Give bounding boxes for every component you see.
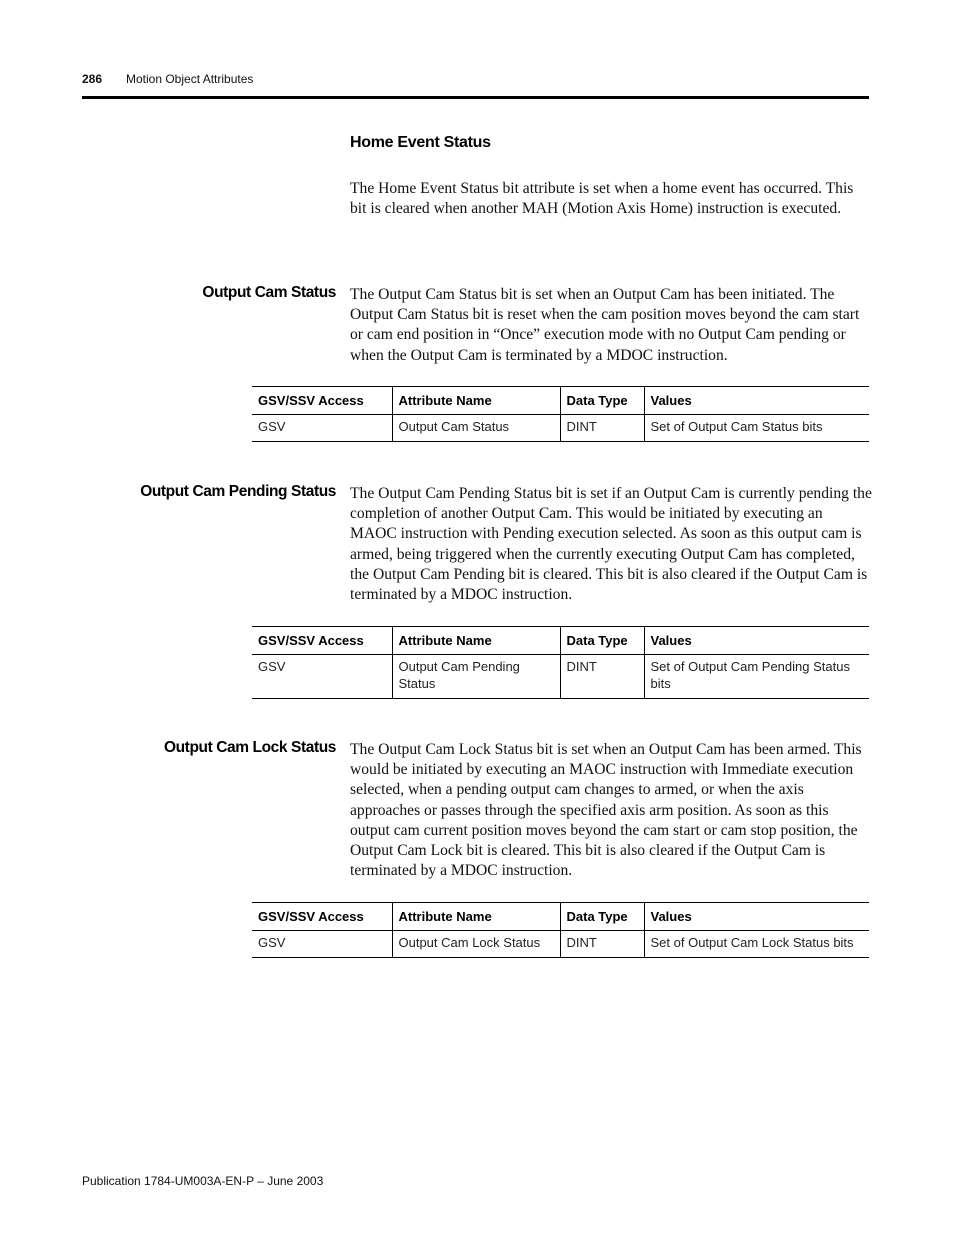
output-cam-pending-status-table [252, 626, 869, 699]
column-header: Data Type [560, 387, 644, 415]
output-cam-pending-status-heading: Output Cam Pending Status [140, 483, 336, 500]
column-header: Values [644, 387, 869, 415]
table-header-row [252, 387, 869, 415]
header-rule [82, 96, 869, 99]
table-row [252, 655, 869, 699]
output-cam-status-heading: Output Cam Status [202, 284, 336, 301]
table-cell: DINT [560, 655, 644, 699]
table-cell: GSV [252, 415, 392, 442]
table-cell: GSV [252, 655, 392, 699]
home-event-status-heading: Home Event Status [350, 134, 491, 151]
output-cam-pending-status-body: The Output Cam Pending Status bit is set if an Output Cam is currently pending the completion of another Output Cam. This would be initiated by executing an MAOC instruction with Pending execution selected. As soon as this output cam is armed, being triggered when the currently executing Output Cam has completed, the Output Cam Pending bit is cleared. This bit is also cleared if the Output Cam is terminated by a MDOC instruction. [350, 485, 872, 604]
column-header: GSV/SSV Access [252, 387, 392, 415]
table-cell: Set of Output Cam Pending Status bits [644, 655, 869, 699]
output-cam-status-body: The Output Cam Status bit is set when an Output Cam has been initiated. The Output Cam Status bit is reset when the cam position moves beyond the cam start or cam end position in “Once” execution mode with no Output Cam pending or when the Output Cam is terminated by a MDOC instruction. [350, 286, 860, 364]
table-cell: Set of Output Cam Lock Status bits [644, 931, 869, 958]
table-cell: Output Cam Pending Status [392, 655, 560, 699]
table-header-row [252, 903, 869, 931]
table-row [252, 931, 869, 958]
publication-footer: Publication 1784-UM003A-EN-P – June 2003 [82, 1174, 324, 1188]
column-header: GSV/SSV Access [252, 903, 392, 931]
chapter-title: Motion Object Attributes [126, 72, 254, 86]
column-header: Values [644, 627, 869, 655]
column-header: Data Type [560, 903, 644, 931]
column-header: Attribute Name [392, 387, 560, 415]
column-header: GSV/SSV Access [252, 627, 392, 655]
page-number: 286 [82, 72, 103, 86]
column-header: Attribute Name [392, 903, 560, 931]
running-header [82, 72, 253, 86]
table-cell: GSV [252, 931, 392, 958]
table-cell: Output Cam Status [392, 415, 560, 442]
output-cam-lock-status-table [252, 902, 869, 958]
table-cell: DINT [560, 931, 644, 958]
output-cam-lock-status-heading: Output Cam Lock Status [163, 739, 336, 756]
table-header-row [252, 627, 869, 655]
table-cell: DINT [560, 415, 644, 442]
column-header: Attribute Name [392, 627, 560, 655]
table-cell: Output Cam Lock Status [392, 931, 560, 958]
column-header: Data Type [560, 627, 644, 655]
table-cell: Set of Output Cam Status bits [644, 415, 869, 442]
table-row [252, 415, 869, 442]
home-event-status-body: The Home Event Status bit attribute is set when a home event has occurred. This bit is cleared when another MAH (Motion Axis Home) instruction is executed. [350, 180, 854, 218]
output-cam-status-table [252, 386, 869, 442]
output-cam-lock-status-body: The Output Cam Lock Status bit is set when an Output Cam has been armed. This would be initiated by executing an MAOC instruction with Immediate execution selected, when a pending output cam changes to armed, or when the axis approaches or passes through the specified axis arm position. As soon as this output cam current position moves beyond the cam start or cam stop position, the Output Cam Lock bit is cleared. This bit is also cleared if the Output Cam is terminated by a MDOC instruction. [350, 741, 862, 880]
column-header: Values [644, 903, 869, 931]
